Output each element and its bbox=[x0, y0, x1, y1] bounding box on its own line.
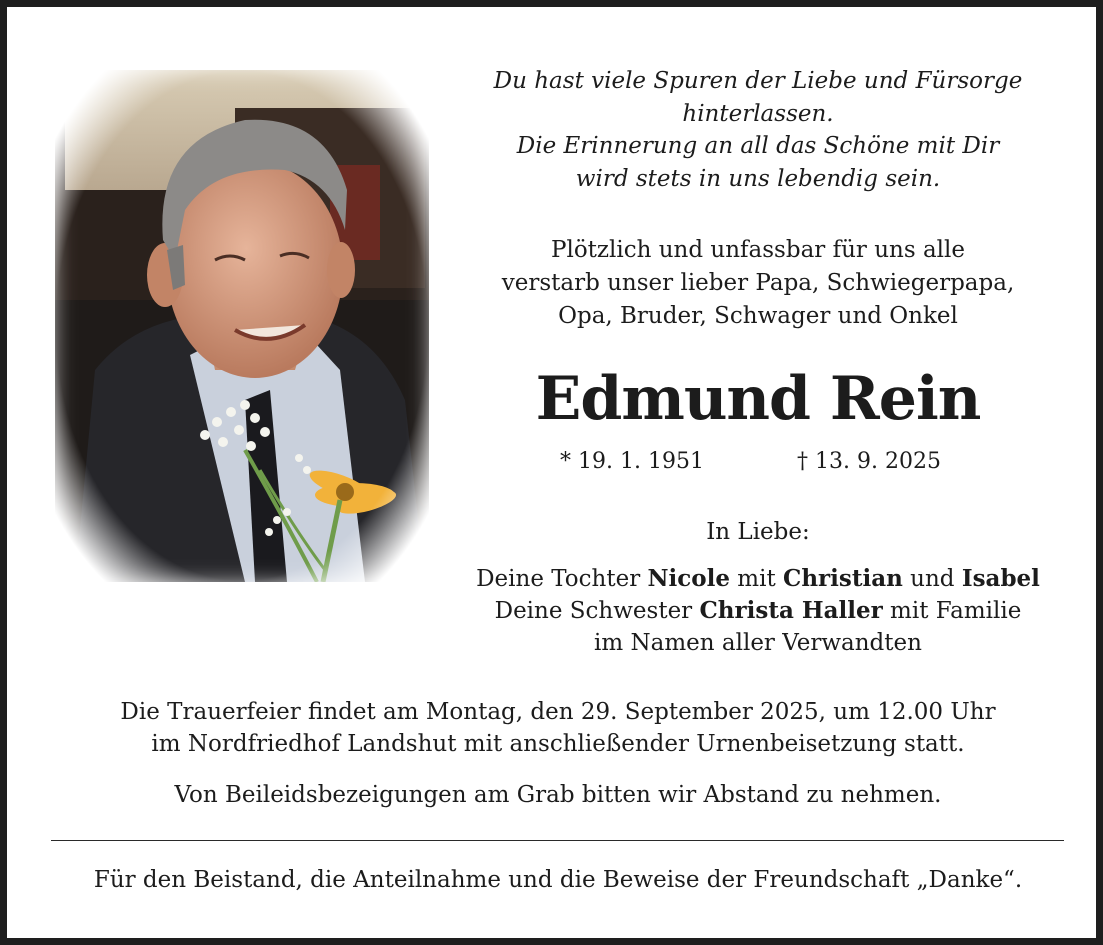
mourners-line-daughter bbox=[447, 563, 1069, 595]
mourners-line-sister bbox=[447, 595, 1069, 627]
closing-phrase: In Liebe: bbox=[706, 519, 810, 545]
funeral-service-info bbox=[47, 696, 1069, 760]
condolence-request: Von Beileidsbezeigungen am Grab bitten wir Abstand zu nehmen. bbox=[174, 782, 942, 808]
death-date: † 13. 9. 2025 bbox=[797, 449, 941, 474]
announcement-line: verstarb unser lieber Papa, Schwiegerpapa, bbox=[501, 270, 1015, 296]
mourners-line-relatives: im Namen aller Verwandten bbox=[594, 630, 922, 656]
verse-line: hinterlassen. bbox=[682, 100, 834, 127]
text: und bbox=[902, 566, 962, 592]
mourner-name: Nicole bbox=[647, 565, 730, 592]
life-dates bbox=[447, 445, 1069, 479]
death-announcement bbox=[447, 234, 1069, 333]
text: Deine Tochter bbox=[476, 566, 648, 592]
verse-line: Du hast viele Spuren der Liebe und Fürsorge bbox=[493, 68, 1023, 94]
deceased-name: Edmund Rein bbox=[535, 364, 981, 434]
birth-date: * 19. 1. 1951 bbox=[560, 449, 704, 474]
service-line: im Nordfriedhof Landshut mit anschließender Urnenbeisetzung statt. bbox=[151, 731, 965, 757]
mourners bbox=[447, 563, 1069, 659]
mourner-name: Christa Haller bbox=[699, 597, 883, 624]
mourner-name: Isabel bbox=[961, 565, 1040, 592]
divider bbox=[51, 840, 1064, 841]
verse-line: Die Erinnerung an all das Schöne mit Dir bbox=[516, 133, 1000, 159]
announcement-line: Opa, Bruder, Schwager und Onkel bbox=[558, 303, 958, 329]
text: mit bbox=[729, 566, 784, 592]
verse-line: wird stets in uns lebendig sein. bbox=[575, 165, 941, 192]
text: Deine Schwester bbox=[494, 598, 700, 624]
portrait-photo bbox=[55, 70, 429, 582]
announcement-line: Plötzlich und unfassbar für uns alle bbox=[550, 237, 966, 263]
thanks-note: Für den Beistand, die Anteilnahme und die Beweise der Freundschaft „Danke“. bbox=[93, 867, 1023, 893]
service-line: Die Trauerfeier findet am Montag, den 29. September 2025, um 12.00 Uhr bbox=[120, 699, 996, 725]
text: mit Familie bbox=[882, 598, 1022, 624]
mourner-name: Christian bbox=[783, 565, 903, 592]
memorial-verse bbox=[447, 65, 1069, 195]
